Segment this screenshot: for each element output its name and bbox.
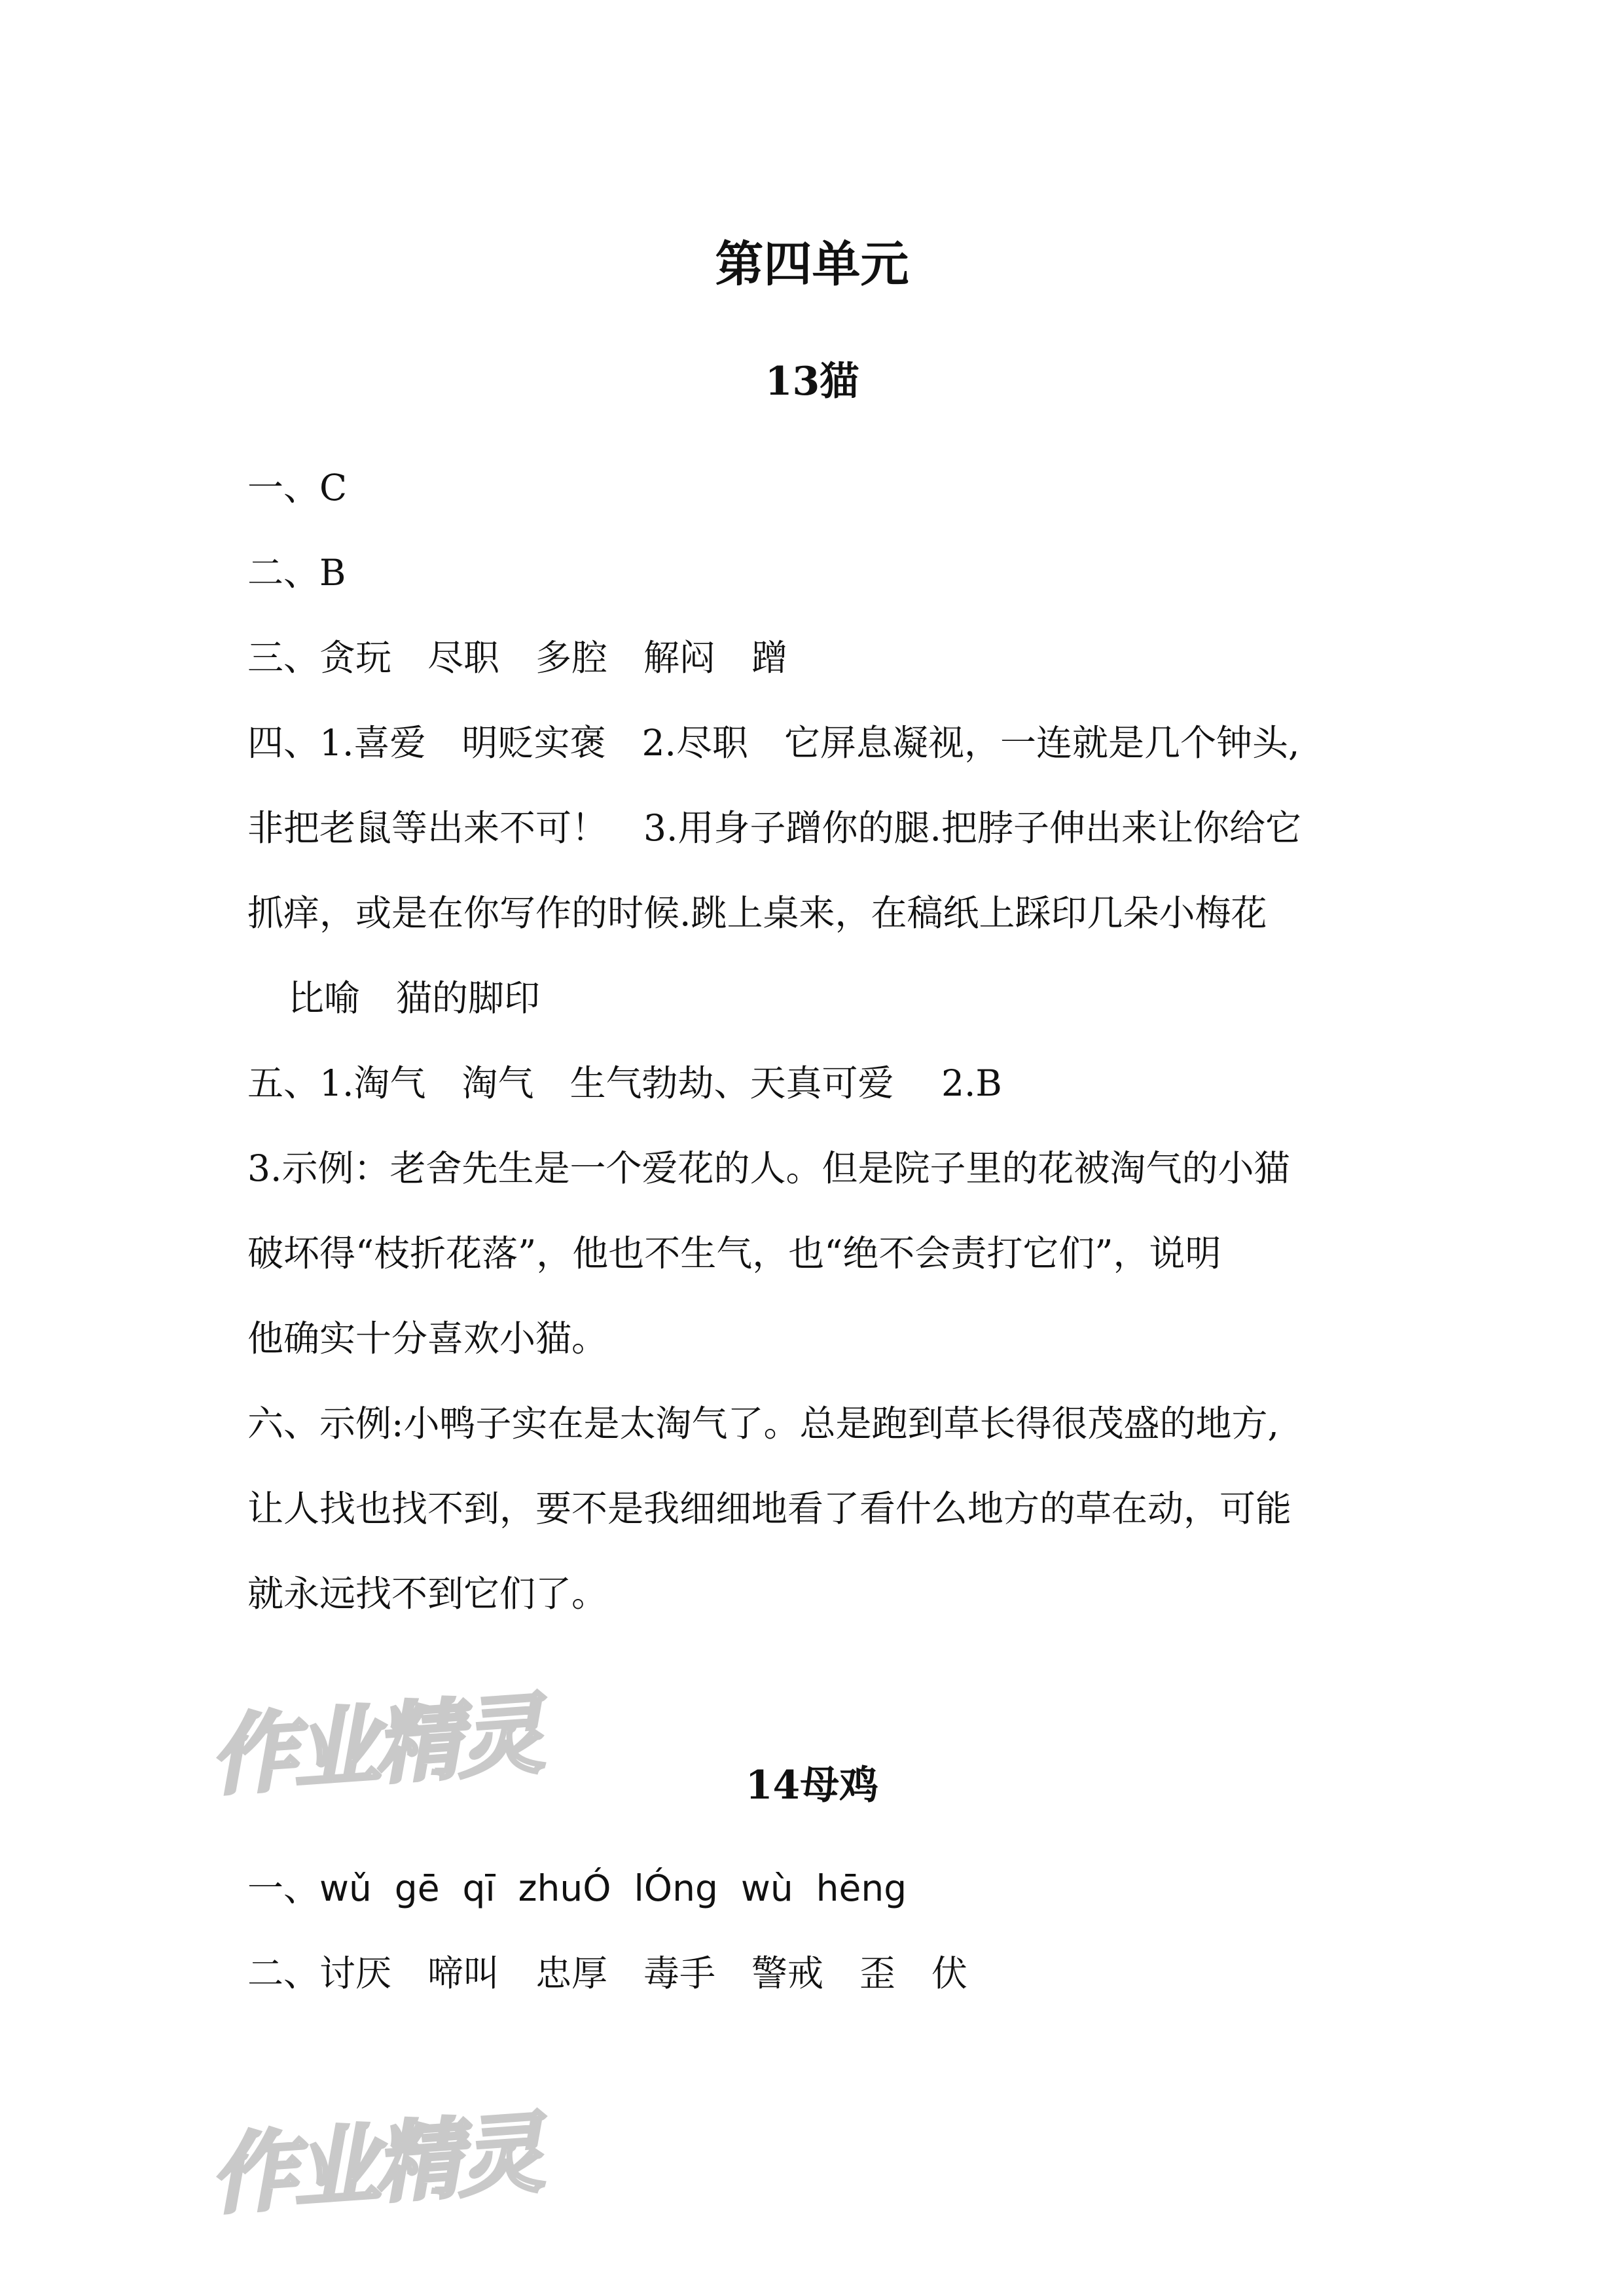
answer-line: 五、1.淘气 淘气 生气勃劫、天真可爱 2.B (247, 1062, 1002, 1104)
answer-line: 就永远找不到它们了。 (247, 1573, 608, 1615)
answer-line: 三、贪玩 尽职 多腔 解闷 蹭 (247, 637, 788, 679)
answer-line: 比喻 猫的脚印 (288, 977, 541, 1019)
answer-line: 让人找也找不到，要不是我细细地看了看什么地方的草在动，可能 (247, 1488, 1292, 1530)
unit-title: 第四单元 (715, 236, 909, 293)
answer-line: 六、示例:小鸭子实在是太淘气了。总是跑到草长得很茂盛的地方, (247, 1403, 1280, 1444)
lesson-14-title: 14母鸡 (745, 1763, 879, 1808)
watermark-logo: 作业精灵 (207, 1684, 543, 1808)
answer-line: 他确实十分喜欢小猫。 (247, 1318, 608, 1359)
answer-line: 破坏得“枝折花落”，他也不生气，也“绝不会责打它们”，说明 (247, 1232, 1221, 1274)
answer-line: 3.示例：老舍先生是一个爱花的人。但是院子里的花被淘气的小猫 (247, 1147, 1290, 1189)
answer-line: 一、C (247, 467, 348, 509)
answer-line: 四、1.喜爱 明贬实褒 2.尽职 它屏息凝视，一连就是几个钟头, (247, 722, 1300, 764)
answer-line: 二、讨厌 啼叫 忠厚 毒手 警戒 歪 伏 (247, 1952, 968, 1994)
watermark-logo: 作业精灵 (207, 2103, 543, 2227)
answer-line: 抓痒，或是在你写作的时候.跳上桌来，在稿纸上踩印几朵小梅花 (247, 892, 1267, 934)
lesson-13-title: 13猫 (765, 359, 859, 404)
answer-line: 非把老鼠等出来不可！ 3.用身子蹭你的腿.把脖子伸出来让你给它 (247, 807, 1301, 849)
answer-line: 一、wǔ gē qī zhuÓ lÓng wù hēng (247, 1867, 907, 1909)
answer-line: 二、B (247, 552, 346, 594)
